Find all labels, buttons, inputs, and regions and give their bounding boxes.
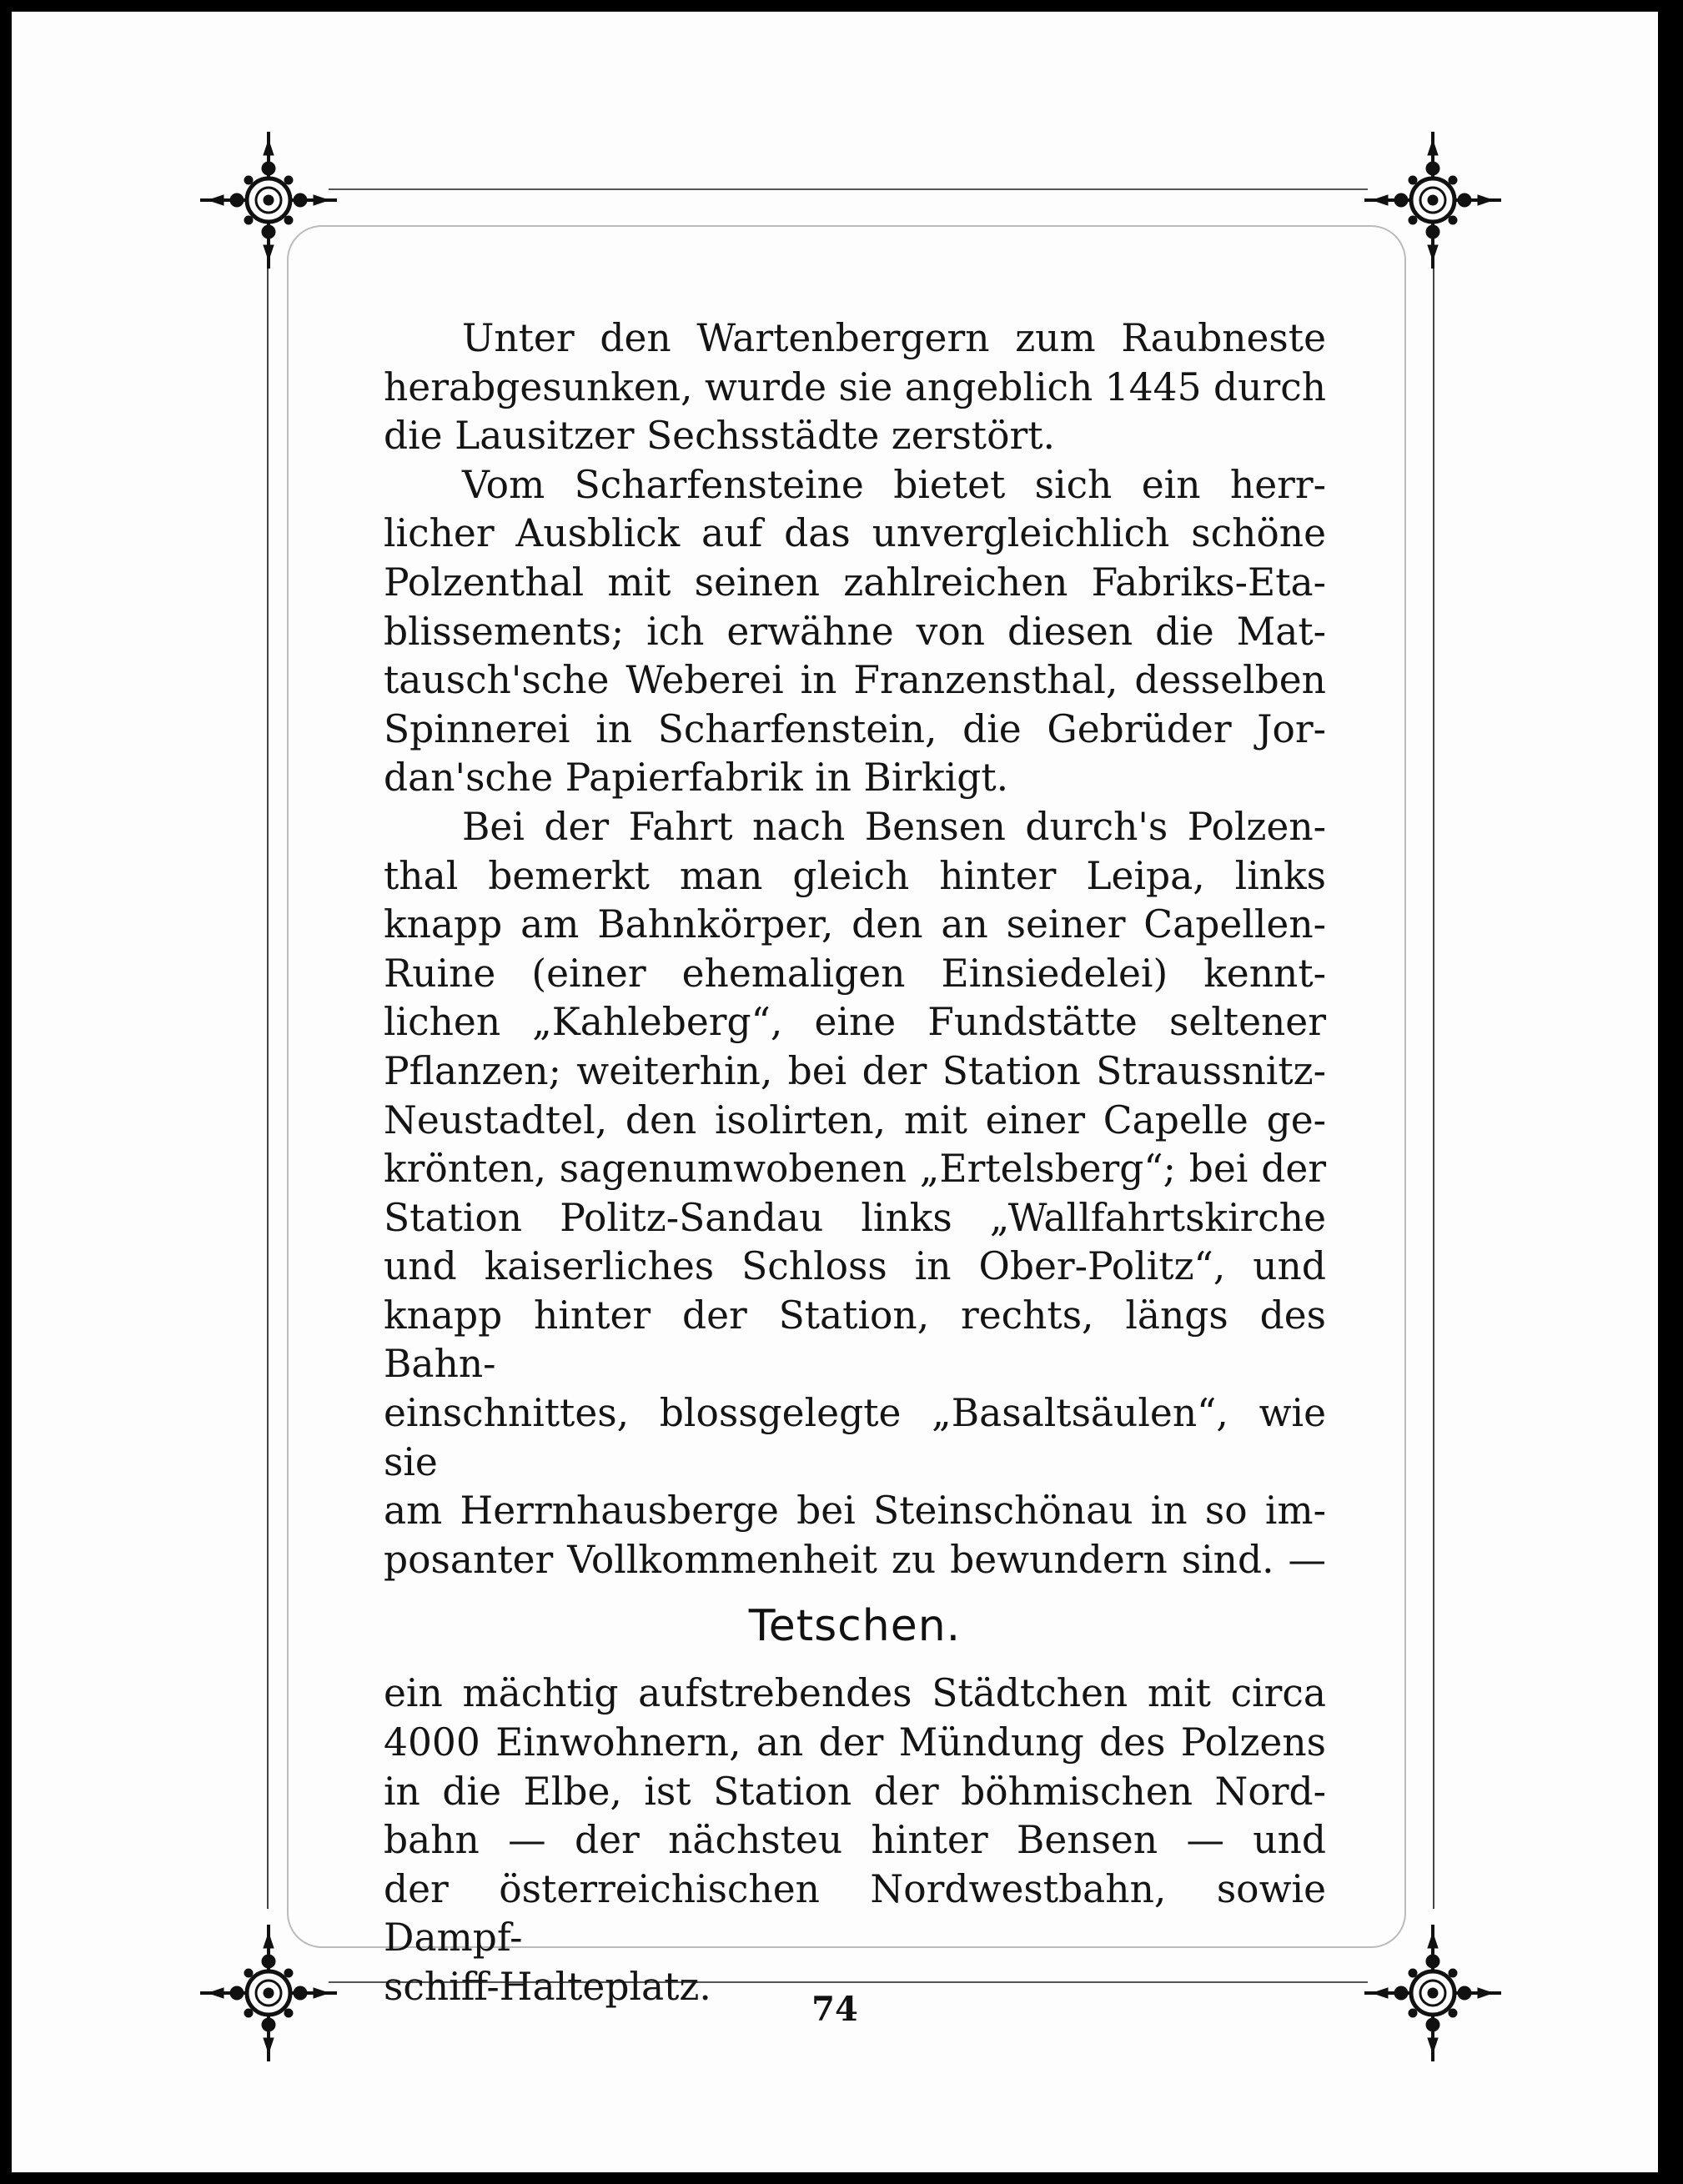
text-line: Station Politz-Sandau links „Wallfahrtskirche (384, 1195, 1326, 1240)
text-line: tausch'sche Weberei in Franzensthal, desselben (384, 658, 1326, 703)
text-line: knapp hinter der Station, rechts, längs des Bahn- (384, 1293, 1326, 1387)
text-line: einschnittes, blossgelegte „Basaltsäulen“, wie sie (384, 1391, 1326, 1484)
text-line: schiff-Halteplatz. (384, 1965, 711, 2009)
text-line: Unter den Wartenbergern zum Raubneste (462, 316, 1326, 360)
page-text-body (384, 314, 1326, 2012)
text-line: blissements; ich erwähne von diesen die Mat- (384, 609, 1326, 654)
text-line: licher Ausblick auf das unvergleichlich schöne (384, 511, 1326, 556)
text-line: der österreichischen Nordwestbahn, sowie Dampf- (384, 1866, 1326, 1961)
frame-right-line (1433, 262, 1434, 1909)
text-line: thal bemerkt man gleich hinter Leipa, links (384, 853, 1326, 898)
text-line: Spinnerei in Scharfenstein, die Gebrüder Jor- (384, 706, 1326, 751)
text-line: in die Elbe, ist Station der böhmischen Nord- (384, 1769, 1326, 1814)
text-line: am Herrnhausberge bei Steinschönau in so im- (384, 1489, 1326, 1534)
section-heading: Tetschen. (748, 1601, 962, 1652)
corner-ornament-top-left-icon (193, 125, 344, 275)
paragraph-1 (384, 314, 1326, 461)
text-line: posanter Vollkommenheit zu bewundern sind. — (384, 1537, 1326, 1582)
paragraph-2 (384, 461, 1326, 803)
paragraph-3 (384, 803, 1326, 1585)
text-line: Bei der Fahrt nach Bensen durch's Polzen- (462, 804, 1326, 849)
text-line: 4000 Einwohnern, an der Mündung des Polzens (384, 1720, 1326, 1765)
text-line: Vom Scharfensteine bietet sich ein herr- (462, 462, 1326, 507)
frame-top-line (329, 188, 1368, 190)
text-line: dan'sche Papierfabrik in Birkigt. (384, 756, 1009, 801)
text-line: knapp am Bahnkörper, den an seiner Capellen- (384, 902, 1326, 947)
text-line: bahn — der nächsteu hinter Bensen — und (384, 1818, 1326, 1863)
text-line: Neustadtel, den isolirten, mit einer Capelle ge- (384, 1097, 1326, 1142)
text-line: lichen „Kahleberg“, eine Fundstätte seltener (384, 1000, 1326, 1045)
frame-left-line (267, 262, 269, 1909)
page-number: 74 (811, 1990, 858, 2029)
text-line: die Lausitzer Sechsstädte zerstört. (384, 414, 1055, 459)
text-line: herabgesunken, wurde sie angeblich 1445 durch (384, 364, 1326, 409)
book-page (12, 12, 1658, 2172)
corner-ornament-top-right-icon (1358, 125, 1508, 275)
paragraph-section (384, 1669, 1326, 2011)
text-line: Polzenthal mit seinen zahlreichen Fabriks-Eta- (384, 560, 1326, 605)
text-line: und kaiserliches Schloss in Ober-Politz“, und (384, 1244, 1326, 1289)
text-line: ein mächtig aufstrebendes Städtchen mit circa (384, 1671, 1326, 1716)
text-line: Pflanzen; weiterhin, bei der Station Straussnitz- (384, 1048, 1326, 1093)
text-line: krönten, sagenumwobenen „Ertelsberg“; bei der (384, 1147, 1326, 1192)
text-line: Ruine (einer ehemaligen Einsiedelei) kennt- (384, 951, 1326, 996)
